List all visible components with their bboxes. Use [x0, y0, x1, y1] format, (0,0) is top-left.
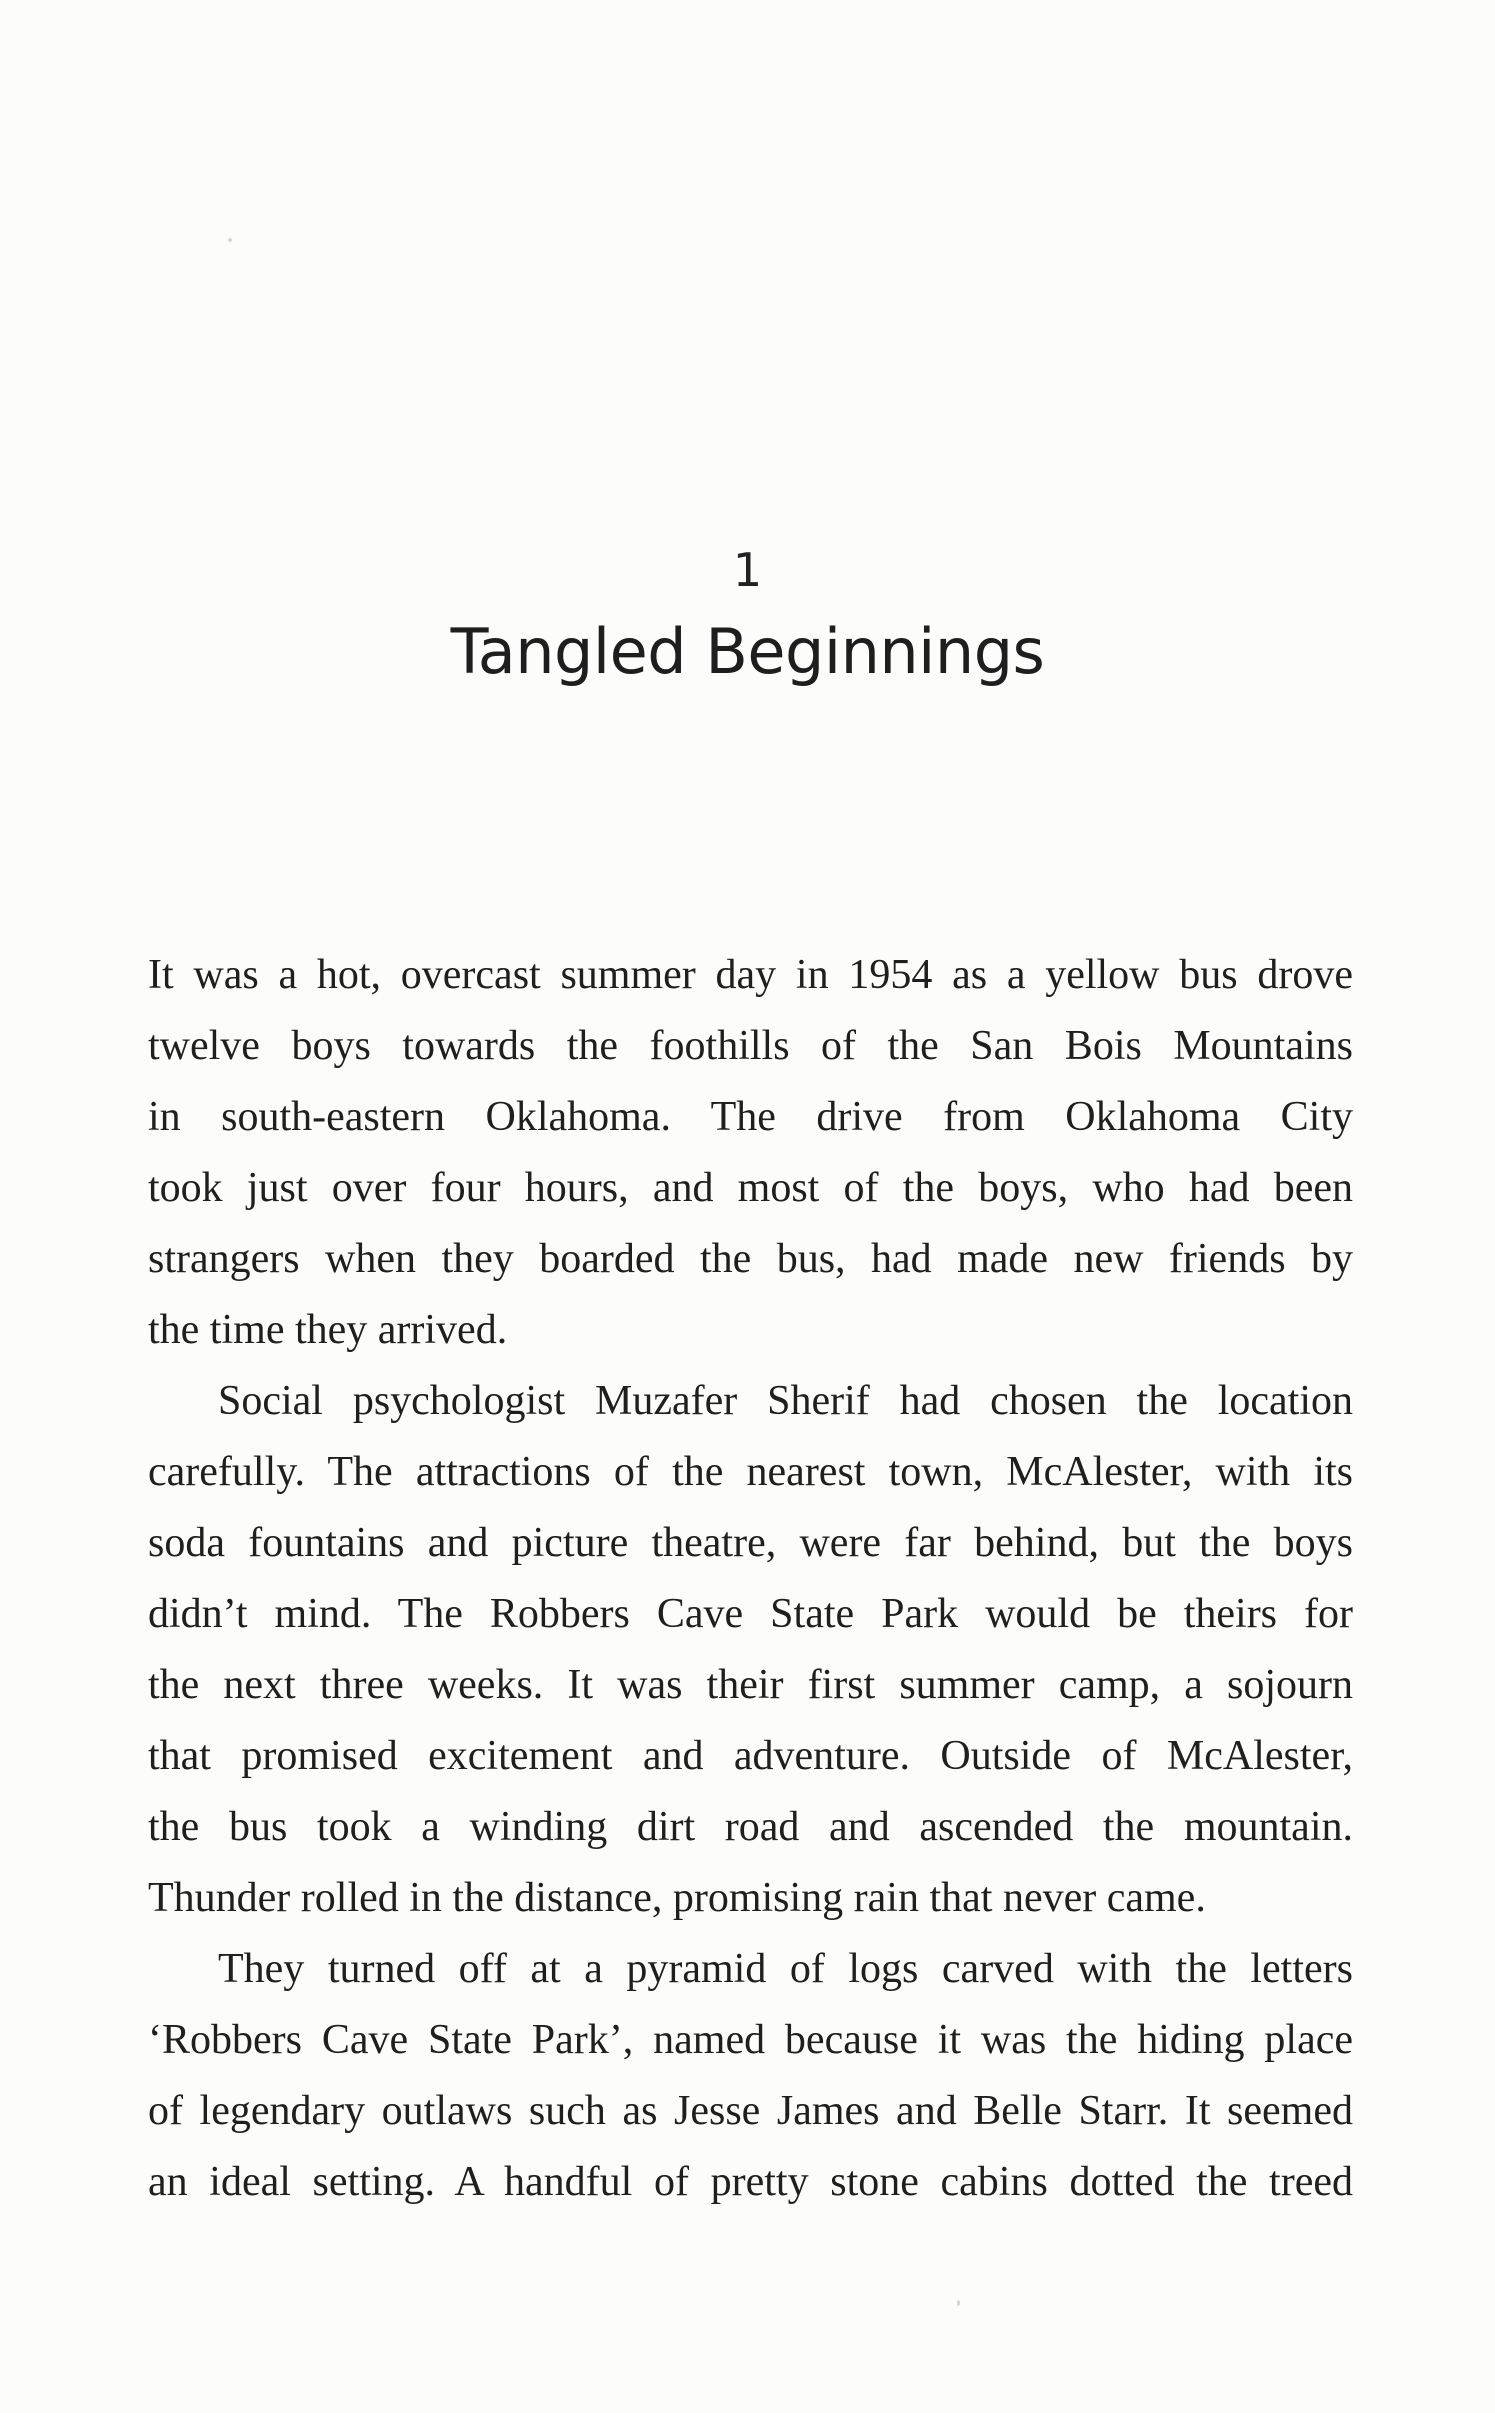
chapter-title: Tangled Beginnings [450, 615, 1045, 688]
text-line: Social psychologist Muzafer Sherif had chosen the location [218, 1378, 1353, 1424]
body-text [148, 940, 1353, 2218]
paragraph [148, 1934, 1353, 2218]
scan-speck [228, 238, 232, 242]
text-line: took just over four hours, and most of the boys, who had been [148, 1165, 1353, 1211]
text-line: Thunder rolled in the distance, promising rain that never came. [148, 1875, 1206, 1921]
chapter-number: 1 [732, 543, 763, 597]
text-line: the bus took a winding dirt road and ascended the mountain. [148, 1804, 1353, 1850]
text-line: It was a hot, overcast summer day in 1954 as a yellow bus drove [148, 952, 1353, 998]
text-line: of legendary outlaws such as Jesse James and Belle Starr. It seemed [148, 2088, 1353, 2134]
text-line: carefully. The attractions of the nearest town, McAlester, with its [148, 1449, 1353, 1495]
text-line: ‘Robbers Cave State Park’, named because it was the hiding place [148, 2017, 1353, 2063]
text-line: in south-eastern Oklahoma. The drive from Oklahoma City [148, 1094, 1353, 1140]
text-line: an ideal setting. A handful of pretty stone cabins dotted the treed [148, 2159, 1353, 2205]
text-line: strangers when they boarded the bus, had made new friends by [148, 1236, 1353, 1282]
text-line: twelve boys towards the foothills of the San Bois Mountains [148, 1023, 1353, 1069]
text-line: the time they arrived. [148, 1307, 508, 1353]
paragraph [148, 1366, 1353, 1934]
scan-speck [957, 2300, 960, 2306]
text-line: They turned off at a pyramid of logs carved with the letters [218, 1946, 1353, 1992]
text-line: soda fountains and picture theatre, were far behind, but the boys [148, 1520, 1353, 1566]
paragraph [148, 940, 1353, 1366]
text-line: didn’t mind. The Robbers Cave State Park would be theirs for [148, 1591, 1353, 1637]
text-line: that promised excitement and adventure. Outside of McAlester, [148, 1733, 1353, 1779]
text-line: the next three weeks. It was their first summer camp, a sojourn [148, 1662, 1353, 1708]
